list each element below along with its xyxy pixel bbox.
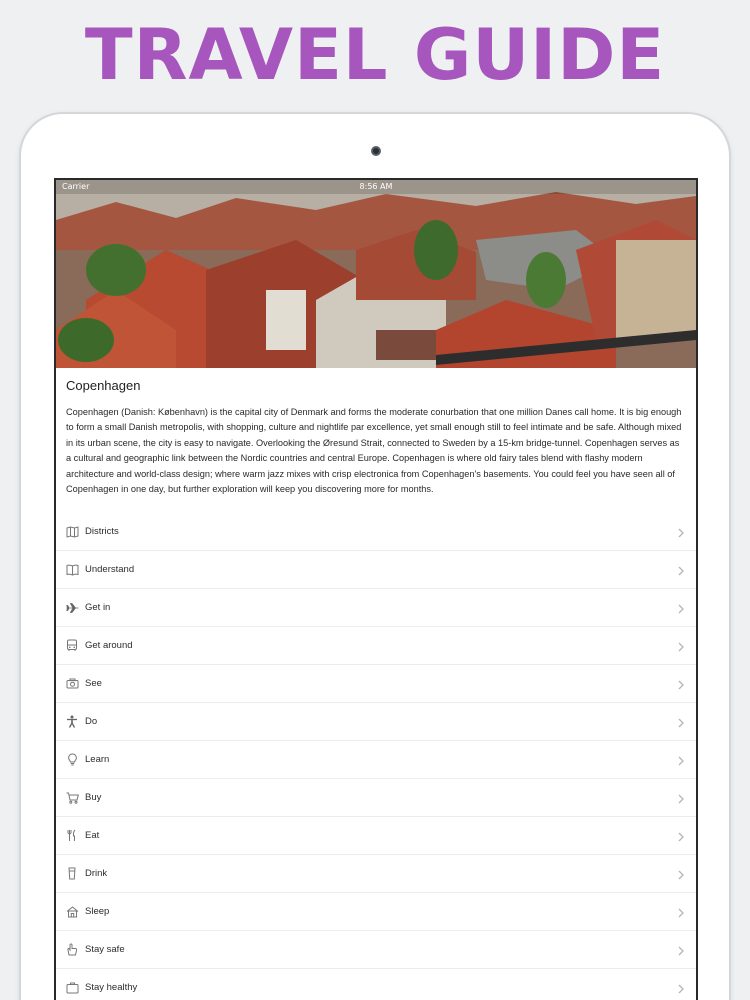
- menu-item-districts[interactable]: [56, 513, 696, 551]
- menu-item-stay-healthy[interactable]: [56, 969, 696, 1000]
- menu-item-learn[interactable]: [56, 741, 696, 779]
- bus-icon: [65, 639, 79, 653]
- camera-icon: [65, 677, 79, 691]
- menu-item-label: Eat: [85, 830, 100, 841]
- section-menu: [56, 513, 696, 1000]
- chevron-right-icon: [676, 715, 686, 729]
- status-carrier: Carrier: [62, 182, 90, 191]
- menu-item-label: Understand: [85, 564, 135, 575]
- app-screen: [54, 178, 698, 1000]
- menu-item-label: See: [85, 678, 102, 689]
- medkit-icon: [65, 981, 79, 995]
- menu-item-get-in[interactable]: [56, 589, 696, 627]
- chevron-right-icon: [676, 677, 686, 691]
- house-icon: [65, 905, 79, 919]
- menu-item-label: Do: [85, 716, 98, 727]
- lightbulb-icon: [65, 753, 79, 767]
- menu-item-label: Sleep: [85, 906, 110, 917]
- glass-icon: [65, 867, 79, 881]
- article-content: [56, 368, 696, 497]
- menu-item-label: Get in: [85, 602, 111, 613]
- chevron-right-icon: [676, 563, 686, 577]
- chevron-right-icon: [676, 905, 686, 919]
- person-icon: [65, 715, 79, 729]
- chevron-right-icon: [676, 981, 686, 995]
- hero-image: [56, 180, 696, 368]
- cart-icon: [65, 791, 79, 805]
- fork-knife-icon: [65, 829, 79, 843]
- chevron-right-icon: [676, 867, 686, 881]
- menu-item-label: Get around: [85, 640, 133, 651]
- chevron-right-icon: [676, 601, 686, 615]
- menu-item-label: Stay safe: [85, 944, 125, 955]
- menu-item-understand[interactable]: [56, 551, 696, 589]
- airplane-icon: [65, 601, 79, 615]
- menu-item-drink[interactable]: [56, 855, 696, 893]
- chevron-right-icon: [676, 829, 686, 843]
- menu-item-get-around[interactable]: [56, 627, 696, 665]
- chevron-right-icon: [676, 753, 686, 767]
- menu-item-do[interactable]: [56, 703, 696, 741]
- menu-item-sleep[interactable]: [56, 893, 696, 931]
- menu-item-label: Buy: [85, 792, 102, 803]
- menu-item-label: Districts: [85, 526, 119, 537]
- menu-item-label: Drink: [85, 868, 108, 879]
- tablet-frame: [19, 112, 731, 1000]
- article-title: Copenhagen: [66, 378, 141, 393]
- promo-title: TRAVEL GUIDE: [84, 14, 666, 96]
- menu-item-buy[interactable]: [56, 779, 696, 817]
- camera-icon: [371, 146, 381, 156]
- menu-item-stay-safe[interactable]: [56, 931, 696, 969]
- book-icon: [65, 563, 79, 577]
- status-bar: [56, 180, 696, 194]
- menu-item-label: Stay healthy: [85, 982, 138, 993]
- menu-item-eat[interactable]: [56, 817, 696, 855]
- chevron-right-icon: [676, 791, 686, 805]
- menu-item-label: Learn: [85, 754, 110, 765]
- map-icon: [65, 525, 79, 539]
- menu-item-see[interactable]: [56, 665, 696, 703]
- article-description: Copenhagen (Danish: København) is the capital city of Denmark and forms the moderate conurbation that one million Danes call home. It is big enough to form a small Danish metropolis, with shopping, culture and nightlife par excellence, yet small enough still to feel intimate and be safe. Although mixed in its urban scene, the city is easy to navigate. Overlooking the Øresund Strait, connected to Sweden by a 15-km bridge-tunnel. Copenhagen serves as a cultural and geographic link between the Nordic countries and central Europe. Copenhagen is where old fairy tales blend with flashy modern architecture and world-class design; where warm jazz mixes with crisp electronica from Copenhagen's basements. You could feel you have seen all of Copenhagen in one day, but further exploration will keep you discovering more for months.: [66, 407, 682, 495]
- hand-icon: [65, 943, 79, 957]
- chevron-right-icon: [676, 525, 686, 539]
- chevron-right-icon: [676, 639, 686, 653]
- chevron-right-icon: [676, 943, 686, 957]
- status-time: 8:56 AM: [359, 182, 393, 191]
